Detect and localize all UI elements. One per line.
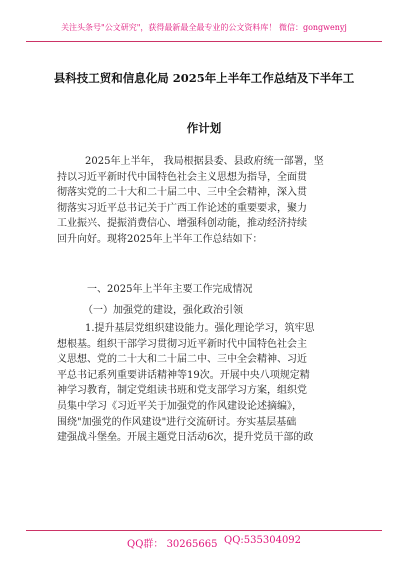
text-line: 1.提升基层党组织建设能力。强化理论学习，筑牢思 xyxy=(85,323,315,334)
footer-qq-number: QQ:535304092 xyxy=(224,535,302,546)
header-banner: 关注头条号"公文研究"，获得最新最全最专业的公文资料库！ 微信：gongwenyj xyxy=(61,23,347,32)
text-line: 回升向好。现将2025年上半年工作总结如下： xyxy=(57,233,263,245)
header-divider xyxy=(26,41,382,42)
text-line: 持以习近平新时代中国特色社会主义思想为指导，全面贯 xyxy=(57,171,307,183)
text-line: 神学习教育，制定党组读书班和党支部学习方案，组织党 xyxy=(57,385,307,397)
text-line: 义思想、党的二十大和二十届二中、三中全会精神、习近 xyxy=(57,354,307,366)
document-title: 县科技工贸和信息化局 2025年上半年工作总结及下半年工 xyxy=(53,71,355,85)
text-line: 想根基。组织干部学习贯彻习近平新时代中国特色社会主 xyxy=(57,338,307,350)
document-title-continued: 作计划 xyxy=(186,121,222,135)
text-line: 工业振兴、提振消费信心、增强科创动能，推动经济持续 xyxy=(57,218,307,230)
footer-qq-group: QQ群： 30265665 xyxy=(127,539,218,550)
text-line: 围绕"加强党的作风建设"进行交流研讨。夯实基层基础 xyxy=(57,416,297,428)
body-paragraph xyxy=(57,321,357,446)
text-line: 员集中学习《习近平关于加强党的作风建设论述摘编》， xyxy=(57,400,302,412)
footer-divider xyxy=(26,530,382,531)
text-line: 建强战斗堡垒。开展主题党日活动6次，提升党员干部的政 xyxy=(57,432,314,444)
text-line: 彻落实习近平总书记关于广西工作论述的重要要求，聚力 xyxy=(57,202,307,214)
section-heading: 一、2025年上半年主要工作完成情况 xyxy=(87,284,253,295)
intro-paragraph xyxy=(57,154,357,248)
text-line: 2025年上半年， 我局根据县委、县政府统一部署，坚 xyxy=(85,156,324,167)
text-line: 平总书记系列重要讲话精神等19次。开展中央八项规定精 xyxy=(57,369,310,381)
text-line: 彻落实党的二十大和二十届二中、三中全会精神，深入贯 xyxy=(57,187,307,199)
subsection-heading: （一）加强党的建设，强化政治引领 xyxy=(83,305,243,316)
